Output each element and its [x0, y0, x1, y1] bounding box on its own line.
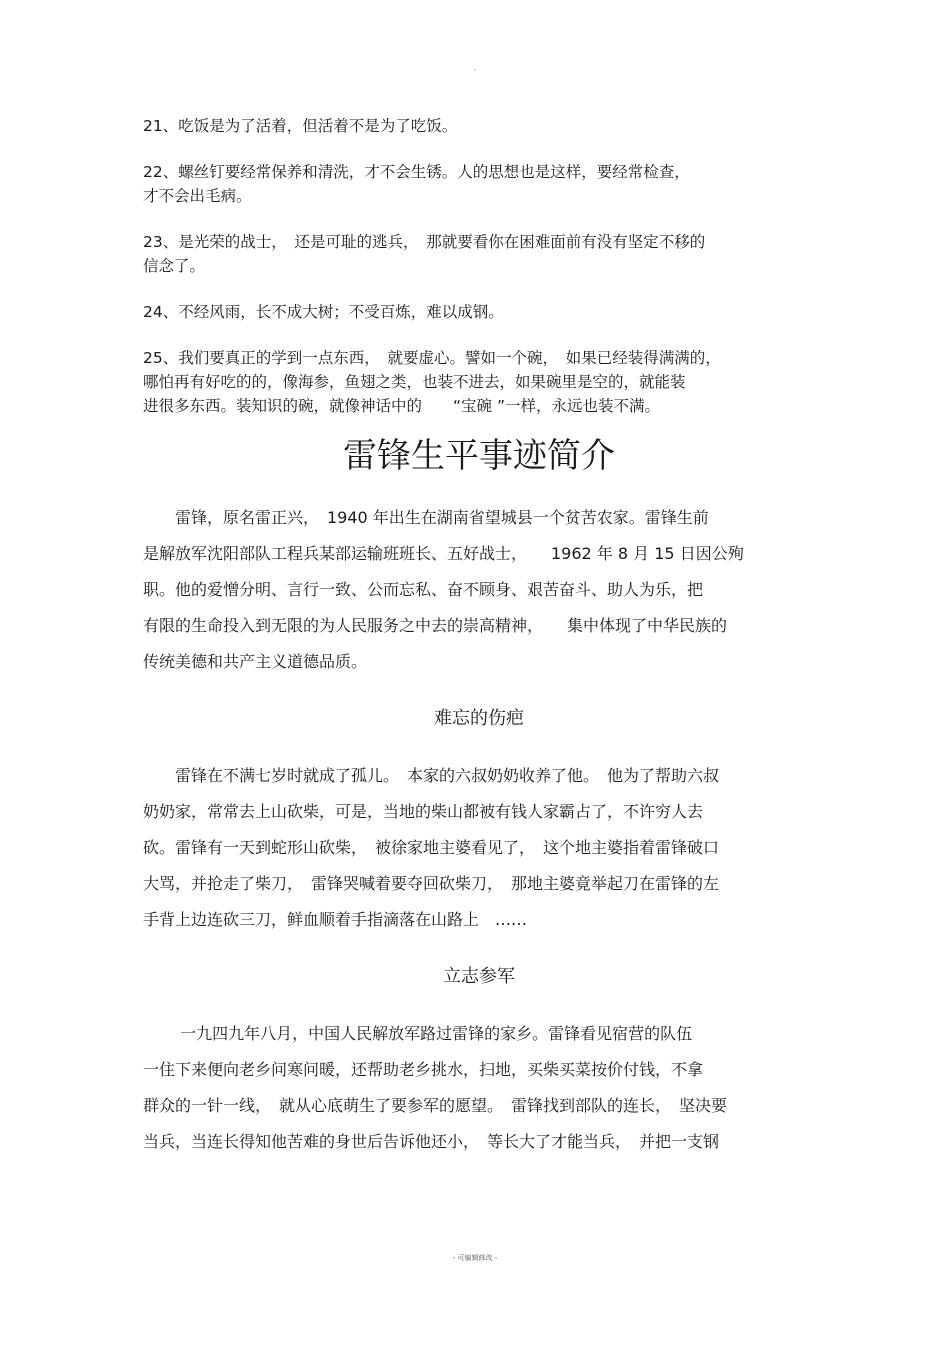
paragraph-line: 奶奶家，常常去上山砍柴，可是，当地的柴山都被有钱人家霸占了，不许穷人去 [143, 802, 704, 821]
quote-line: 25、我们要真正的学到一点东西， 就要虚心。譬如一个碗， 如果已经装得满满的， [143, 349, 721, 367]
footer-note: - 可编辑修改 - [452, 1254, 498, 1262]
section-paragraph-enlist [143, 1016, 815, 1160]
quote-22 [143, 160, 815, 208]
paragraph-line: 传统美德和共产主义道德品质。 [143, 652, 368, 671]
intro-paragraph [143, 500, 815, 680]
header-mark: - [473, 66, 477, 74]
paragraph-line: 职。他的爱憎分明、言行一致、公而忘私、奋不顾身、艰苦奋斗、助人为乐，把 [143, 580, 704, 599]
paragraph-line: 一九四九年八月，中国人民解放军路过雷锋的家乡。雷锋看见宿营的队伍 [143, 1024, 693, 1043]
quote-24 [143, 300, 815, 324]
paragraph-line: 群众的一针一线， 就从心底萌生了要参军的愿望。 雷锋找到部队的连长， 坚决要 [143, 1096, 728, 1115]
quote-line: 信念了。 [143, 257, 206, 275]
paragraph-line: 手背上边连砍三刀，鲜血顺着手指滴落在山路上 …… [143, 910, 528, 929]
section-paragraph-scar [143, 758, 815, 938]
quote-line: 哪怕再有好吃的的，像海参，鱼翅之类，也装不进去，如果碗里是空的，就能装 [143, 373, 686, 391]
section-title-scar: 难忘的伤疤 [434, 708, 524, 729]
quote-line: 24、不经风雨，长不成大树；不受百炼，难以成钢。 [143, 303, 504, 321]
quote-line: 21、吃饭是为了活着，但活着不是为了吃饭。 [143, 117, 458, 135]
quote-line: 进很多东西。装知识的碗，就像神话中的 “宝碗 ”一样，永远也装不满。 [143, 397, 660, 415]
section-title-enlist: 立志参军 [443, 966, 515, 987]
paragraph-line: 有限的生命投入到无限的为人民服务之中去的崇高精神， 集中体现了中华民族的 [143, 616, 728, 635]
paragraph-line: 一住下来便向老乡问寒问暖，还帮助老乡挑水，扫地，买柴买菜按价付钱，不拿 [143, 1060, 704, 1079]
quote-21 [143, 114, 815, 138]
paragraph-line: 雷锋，原名雷正兴， 1940 年出生在湖南省望城县一个贫苦农家。雷锋生前 [143, 508, 709, 527]
paragraph-line: 雷锋在不满七岁时就成了孤儿。 本家的六叔奶奶收养了他。 他为了帮助六叔 [143, 766, 720, 785]
document-content [143, 114, 815, 1186]
paragraph-line: 大骂，并抢走了柴刀， 雷锋哭喊着要夺回砍柴刀， 那地主婆竟举起刀在雷锋的左 [143, 874, 720, 893]
quote-line: 23、是光荣的战士， 还是可耻的逃兵， 那就要看你在困难面前有没有坚定不移的 [143, 233, 706, 251]
paragraph-line: 是解放军沈阳部队工程兵某部运输班班长、五好战士， 1962 年 8 月 15 日因公殉 [143, 544, 744, 563]
paragraph-line: 砍。雷锋有一天到蛇形山砍柴， 被徐家地主婆看见了， 这个地主婆指着雷锋破口 [143, 838, 720, 857]
main-title: 雷锋生平事迹简介 [343, 436, 615, 476]
paragraph-line: 当兵，当连长得知他苦难的身世后告诉他还小， 等长大了才能当兵， 并把一支钢 [143, 1132, 720, 1151]
quote-line: 22、螺丝钉要经常保养和清洗，才不会生锈。人的思想也是这样，要经常检查， [143, 163, 690, 181]
quote-25 [143, 346, 815, 418]
quote-23 [143, 230, 815, 278]
quote-line: 才不会出毛病。 [143, 187, 252, 205]
